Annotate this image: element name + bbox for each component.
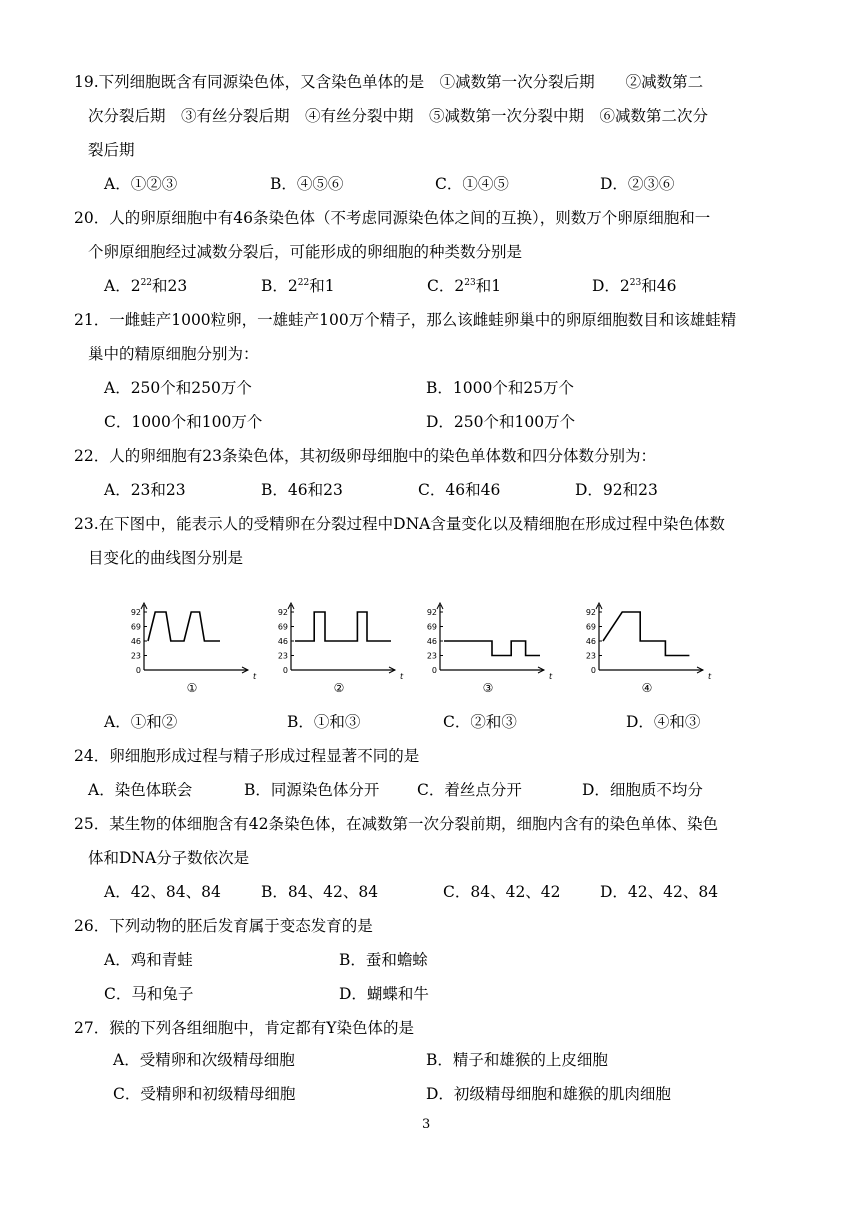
q24-option-c: C．着丝点分开 [417,781,522,799]
y-tick-label: 92 [426,608,437,617]
curve-line [295,612,391,641]
q23-option-a: A．①和② [104,713,178,731]
q27-option-c: C．受精卵和初级精母细胞 [113,1085,296,1103]
y-tick-label: 69 [277,622,288,632]
q26-stem-line-1: 26．下列动物的胚后发育属于变态发育的是 [74,917,373,935]
q26-option-c: C．马和兔子 [104,985,194,1003]
q19-stem-line-2: 次分裂后期 ③有丝分裂后期 ④有丝分裂中期 ⑤减数第一次分裂中期 ⑥减数第二次分 [88,107,709,125]
q20-option-b: B．$2^{22}$和1 [261,277,335,295]
y-tick-label: 69 [130,622,141,632]
q23-option-d: D．④和③ [626,713,701,731]
y-tick-label: 0 [135,666,141,675]
y-tick-label: 69 [585,622,596,632]
q24-option-d: D．细胞质不均分 [582,781,703,799]
q26-option-b: B．蚕和蟾蜍 [339,951,428,969]
q23-stem-line-2: 目变化的曲线图分别是 [88,549,244,567]
q22-stem-line-1: 22．人的卵细胞有23条染色体，其初级卵母细胞中的染色单体数和四分体数分别为： [74,447,656,465]
graph-label: ① [186,681,198,695]
q22-option-b: B．46和23 [261,481,343,499]
y-tick-label: 46 [585,637,596,646]
y-tick-label: 92 [130,608,141,617]
q25-option-c: C．84、42、42 [443,883,561,901]
y-tick-label: 23 [426,651,437,661]
q19-option-c: C．①④⑤ [435,175,509,193]
q20-option-c: C．$2^{23}$和1 [427,277,502,295]
x-axis-label: t [549,672,553,681]
page-number: 3 [422,1117,431,1132]
q22-option-d: D．92和23 [575,481,658,499]
y-tick-label: 46 [130,637,141,646]
q21-stem-line-1: 21．一雌蛙产1000粒卵，一雄蛙产100万个精子，那么该雌蛙卵巢中的卵原细胞数目和该雄蛙精 [74,311,737,329]
q27-option-a: A．受精卵和次级精母细胞 [113,1051,295,1069]
q20-option-a: A．$2^{22}$和23 [104,277,188,295]
y-tick-label: 92 [585,608,596,617]
graph-1 [120,600,270,700]
q26-option-a: A．鸡和青蛙 [104,951,193,969]
y-tick-label: 46 [426,637,437,646]
q23-option-c: C．②和③ [443,713,517,731]
q19-option-d: D．②③⑥ [600,175,675,193]
q24-option-a: A．染色体联会 [88,781,193,799]
q21-option-a: A．250个和250万个 [104,379,252,397]
q21-option-b: B．1000个和25万个 [426,379,575,397]
q22-option-c: C．46和46 [418,481,501,499]
y-tick-label: 0 [590,666,596,675]
q21-option-d: D．250个和100万个 [426,413,576,431]
y-tick-label: 46 [277,637,288,646]
q25-option-d: D．42、42、84 [600,883,719,901]
y-tick-label: 23 [585,651,596,661]
q19-stem-line-3: 裂后期 [88,141,135,159]
q19-stem-line-1: 19.下列细胞既含有同源染色体，又含染色单体的是 ①减数第一次分裂后期 ②减数第二 [74,73,704,91]
curve-line [603,612,689,656]
curve-line [444,641,540,656]
y-tick-label: 23 [130,651,141,661]
graph-label: ④ [641,681,653,695]
y-tick-label: 23 [277,651,288,661]
x-axis-label: t [708,672,712,681]
q25-stem-line-1: 25．某生物的体细胞含有42条染色体，在减数第一次分裂前期，细胞内含有的染色单体、染色 [74,815,718,833]
y-tick-label: 92 [277,608,288,617]
q23-option-b: B．①和③ [287,713,361,731]
x-axis-label: t [400,672,404,681]
q24-option-b: B．同源染色体分开 [244,781,380,799]
q19-option-b: B．④⑤⑥ [270,175,344,193]
q25-stem-line-2: 体和DNA分子数依次是 [88,849,250,867]
y-tick-label: 69 [426,622,437,632]
q19-option-a: A．①②③ [104,175,178,193]
q22-option-a: A．23和23 [104,481,186,499]
y-tick-label: 0 [282,666,288,675]
q20-option-d: D．$2^{23}$和46 [592,277,677,295]
graph-label: ③ [482,681,494,695]
x-axis-label: t [253,672,257,681]
graph-label: ② [333,681,345,695]
q26-option-d: D．蝴蝶和牛 [339,985,429,1003]
y-tick-label: 0 [431,666,437,675]
graph-3 [416,600,566,700]
q27-stem-line-1: 27．猴的下列各组细胞中，肯定都有Y染色体的是 [74,1019,414,1037]
q25-option-b: B．84、42、84 [261,883,379,901]
q20-stem-line-1: 20．人的卵原细胞中有46条染色体（不考虑同源染色体之间的互换），则数万个卵原细胞和一 [74,209,711,227]
q27-option-b: B．精子和雄猴的上皮细胞 [426,1051,608,1069]
curve-line [148,612,220,641]
q21-option-c: C．1000个和100万个 [104,413,263,431]
q24-stem-line-1: 24．卵细胞形成过程与精子形成过程显著不同的是 [74,747,420,765]
q21-stem-line-2: 巢中的精原细胞分别为： [88,345,259,363]
q23-stem-line-1: 23.在下图中，能表示人的受精卵在分裂过程中DNA含量变化以及精细胞在形成过程中染色体数 [74,515,725,533]
q20-stem-line-2: 个卵原细胞经过减数分裂后，可能形成的卵细胞的种类数分别是 [88,243,523,261]
graph-2 [267,600,417,700]
q25-option-a: A．42、84、84 [104,883,221,901]
q27-option-d: D．初级精母细胞和雄猴的肌肉细胞 [426,1085,671,1103]
graph-4 [575,600,725,700]
